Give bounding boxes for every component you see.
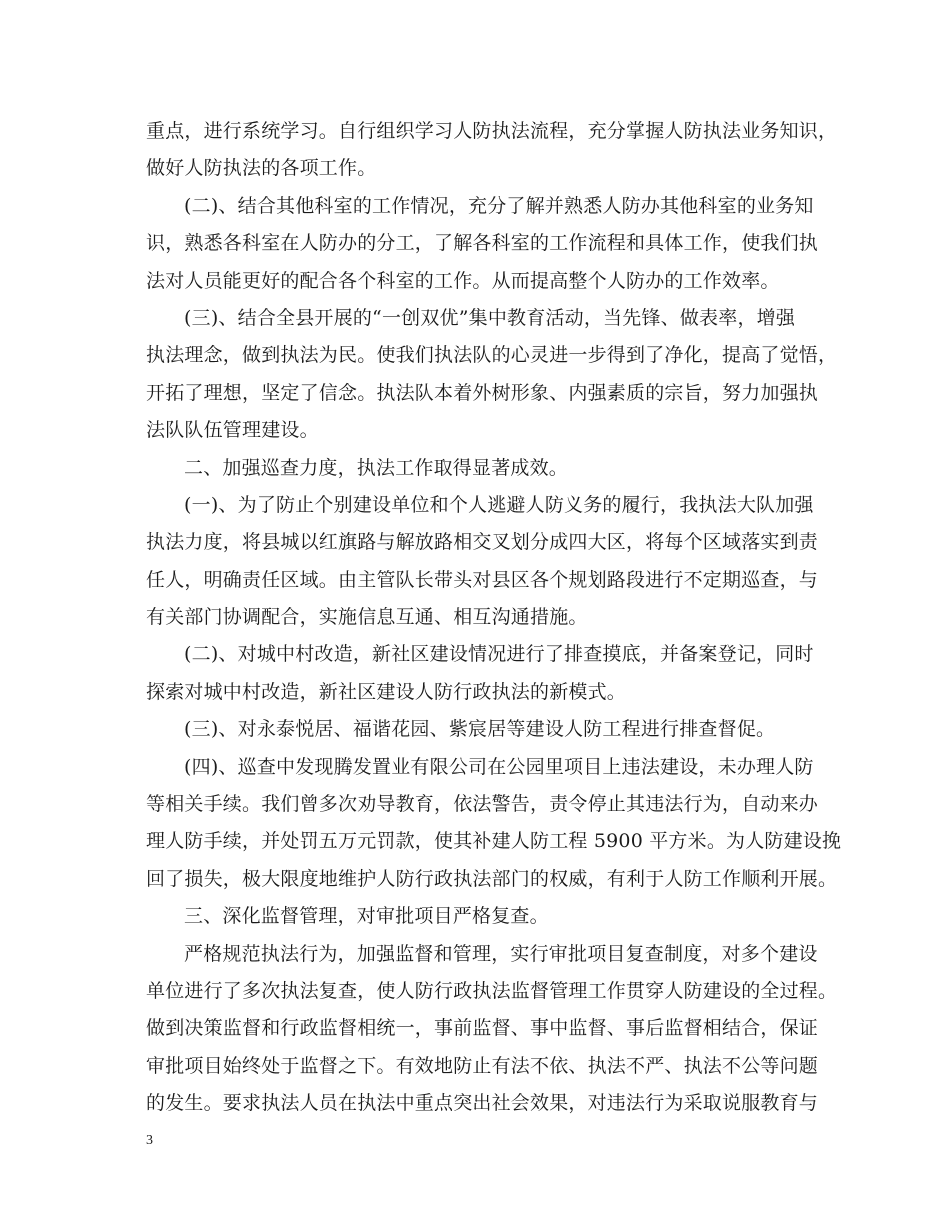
page-number: 3 bbox=[146, 1133, 153, 1148]
paragraph-line: 审批项目始终处于监督之下。有效地防止有法不依、执法不严、执法不公等问题 bbox=[146, 1054, 819, 1077]
paragraph-line: 单位进行了多次执法复查，使人防行政执法监督管理工作贯穿人防建设的全过程。 bbox=[146, 979, 838, 1002]
paragraph-line: 的发生。要求执法人员在执法中重点突出社会效果，对违法行为采取说服教育与 bbox=[146, 1092, 819, 1115]
paragraph-first-line: 二、加强巡查力度，执法工作取得显著成效。 bbox=[184, 456, 569, 479]
paragraph-first-line: (一)、为了防止个别建设单位和个人逃避人防义务的履行，我执法大队加强 bbox=[184, 493, 814, 516]
paragraph-line: 等相关手续。我们曾多次劝导教育，依法警告，责令停止其违法行为，自动来办 bbox=[146, 793, 819, 816]
paragraph-line: 做到决策监督和行政监督相统一，事前监督、事中监督、事后监督相结合，保证 bbox=[146, 1017, 819, 1040]
paragraph-first-line: (三)、对永泰悦居、福谐花园、紫宸居等建设人防工程进行排查督促。 bbox=[184, 718, 776, 741]
paragraph-line: 探索对城中村改造，新社区建设人防行政执法的新模式。 bbox=[146, 680, 627, 703]
paragraph-line: 任人，明确责任区域。由主管队长带头对县区各个规划路段进行不定期巡查，与 bbox=[146, 568, 819, 591]
paragraph-line: 法对人员能更好的配合各个科室的工作。从而提高整个人防办的工作效率。 bbox=[146, 269, 780, 292]
paragraph-line: 重点，进行系统学习。自行组织学习人防执法流程，充分掌握人防执法业务知识， bbox=[146, 120, 838, 142]
paragraph-first-line: (二)、结合其他科室的工作情况，充分了解并熟悉人防办其他科室的业务知 bbox=[184, 194, 814, 217]
paragraph-line: 开拓了理想，坚定了信念。执法队本着外树形象、内强素质的宗旨，努力加强执 bbox=[146, 381, 819, 404]
paragraph-line: 有关部门协调配合，实施信息互通、相互沟通措施。 bbox=[146, 606, 588, 629]
paragraph-first-line: (四)、巡查中发现腾发置业有限公司在公园里项目上违法建设，未办理人防 bbox=[184, 755, 814, 778]
paragraph-line: 执法力度，将县城以红旗路与解放路相交叉划分成四大区，将每个区域落实到责 bbox=[146, 531, 819, 554]
document-body bbox=[146, 113, 842, 1123]
paragraph-line: 理人防手续，并处罚五万元罚款，使其补建人防工程 5900 平方米。为人防建设挽 bbox=[146, 830, 842, 853]
paragraph-line: 识，熟悉各科室在人防办的分工，了解各科室的工作流程和具体工作，使我们执 bbox=[146, 232, 819, 255]
paragraph-first-line: 三、深化监督管理，对审批项目严格复查。 bbox=[184, 905, 549, 928]
paragraph-first-line: 严格规范执法行为，加强监督和管理，实行审批项目复查制度，对多个建设 bbox=[184, 942, 818, 965]
paragraph-line: 回了损失，极大限度地维护人防行政执法部门的权威，有利于人防工作顺利开展。 bbox=[146, 867, 838, 890]
paragraph-first-line: (二)、对城中村改造，新社区建设情况进行了排查摸底，并备案登记，同时 bbox=[184, 643, 814, 666]
paragraph-line: 执法理念，做到执法为民。使我们执法队的心灵进一步得到了净化，提高了觉悟， bbox=[146, 344, 838, 367]
paragraph-line: 法队队伍管理建设。 bbox=[146, 419, 319, 442]
paragraph-first-line: (三)、结合全县开展的“一创双优”集中教育活动，当先锋、做表率，增强 bbox=[184, 306, 796, 329]
paragraph-line: 做好人防执法的各项工作。 bbox=[146, 157, 377, 180]
